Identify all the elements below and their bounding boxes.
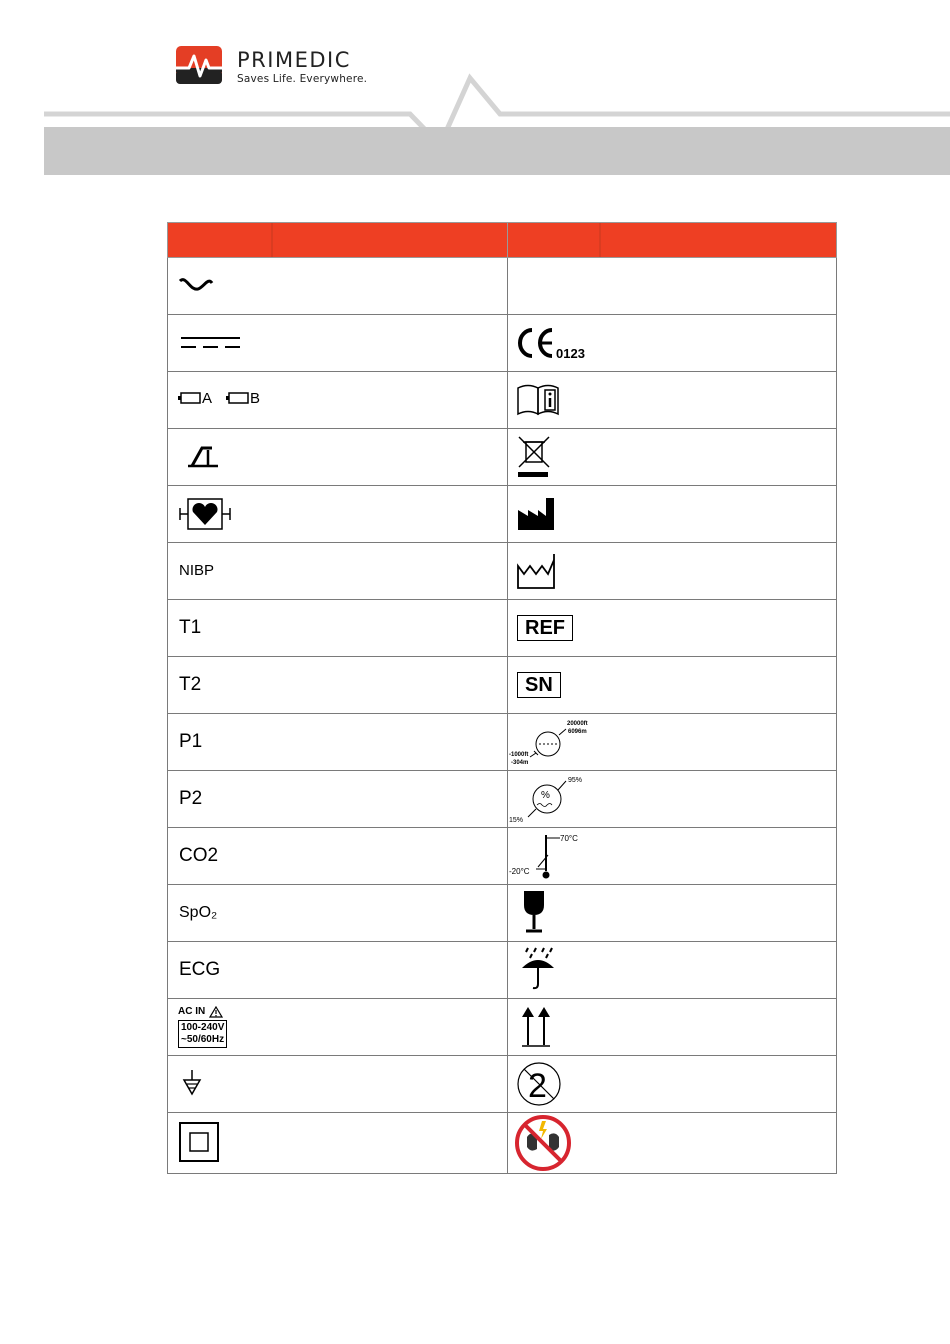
ce-mark-icon xyxy=(516,326,616,360)
warning-icon xyxy=(209,1006,223,1018)
synchronization-icon xyxy=(178,440,238,474)
t2-label: T2 xyxy=(179,674,202,695)
table-row xyxy=(168,714,837,771)
brand-name: PRIMEDIC xyxy=(237,48,351,72)
p2-label: P2 xyxy=(179,788,203,809)
table-row xyxy=(168,429,837,486)
battery-a-label: A xyxy=(202,389,213,407)
header-cell-right xyxy=(508,223,837,258)
keep-dry-icon xyxy=(518,946,568,994)
table-row xyxy=(168,543,837,600)
table-row xyxy=(168,258,837,315)
weee-bin-icon xyxy=(516,434,556,480)
table-header xyxy=(168,223,837,258)
temp-max: 70°C xyxy=(560,834,578,843)
battery-b-label: B xyxy=(250,389,261,407)
stack-limit-number: 2 xyxy=(528,1067,547,1105)
hum-max: 95% xyxy=(568,777,583,784)
p1-label: P1 xyxy=(179,731,203,752)
table-row xyxy=(168,657,837,714)
table-row xyxy=(168,999,837,1056)
symbol-table xyxy=(167,222,837,1174)
defibrillation-proof-icon xyxy=(178,496,238,532)
table-row xyxy=(168,942,837,999)
ac-frequency-label: ~50/60Hz xyxy=(181,1034,225,1045)
co2-label: CO2 xyxy=(179,845,219,866)
date-of-manufacture-icon xyxy=(516,552,562,590)
ref-label: REF xyxy=(517,615,573,641)
table-row xyxy=(168,1113,837,1174)
humidity-limit-icon xyxy=(508,772,608,826)
brand-tagline: Saves Life. Everywhere. xyxy=(237,73,368,85)
instructions-manual-icon xyxy=(516,382,576,418)
altitude-limit-icon xyxy=(508,715,608,769)
table-row xyxy=(168,486,837,543)
spo2-label: SpO₂ xyxy=(179,904,218,921)
table-row xyxy=(168,600,837,657)
table-row xyxy=(168,885,837,942)
header-cell-left xyxy=(168,223,508,258)
ecg-label: ECG xyxy=(179,959,221,980)
table-row xyxy=(168,372,837,429)
manufacturer-icon xyxy=(516,496,560,532)
this-way-up-icon xyxy=(516,1005,566,1049)
stacking-limit-icon xyxy=(516,1059,566,1109)
ac-voltage-label: 100-240V xyxy=(181,1022,225,1033)
dc-current-icon xyxy=(178,333,248,353)
no-hands-warning-icon xyxy=(513,1113,573,1173)
ce-number: 0123 xyxy=(556,346,585,360)
table-row xyxy=(168,1056,837,1113)
header-band xyxy=(44,127,950,175)
alt-max-ft: 20000ft xyxy=(567,721,588,727)
svg-text:%: % xyxy=(541,790,550,801)
ac-in-label: AC IN xyxy=(178,1006,206,1017)
nibp-label: NIBP xyxy=(179,562,215,579)
sn-label: SN xyxy=(517,672,561,698)
alt-max-m: 6096m xyxy=(568,729,587,735)
battery-icon xyxy=(178,391,202,405)
table-row xyxy=(168,771,837,828)
hum-min: 15% xyxy=(509,817,524,824)
table-row xyxy=(168,315,837,372)
ac-current-icon xyxy=(176,271,236,301)
alt-min-ft: -1000ft xyxy=(509,752,529,758)
equipotential-icon xyxy=(178,1066,218,1102)
alt-min-m: -304m xyxy=(511,760,529,766)
battery-icon xyxy=(226,391,250,405)
temperature-limit-icon xyxy=(508,829,608,883)
fragile-icon xyxy=(518,889,568,937)
class-ii-icon xyxy=(178,1121,228,1165)
table-row xyxy=(168,828,837,885)
t1-label: T1 xyxy=(179,617,202,638)
temp-min: -20°C xyxy=(509,867,530,876)
